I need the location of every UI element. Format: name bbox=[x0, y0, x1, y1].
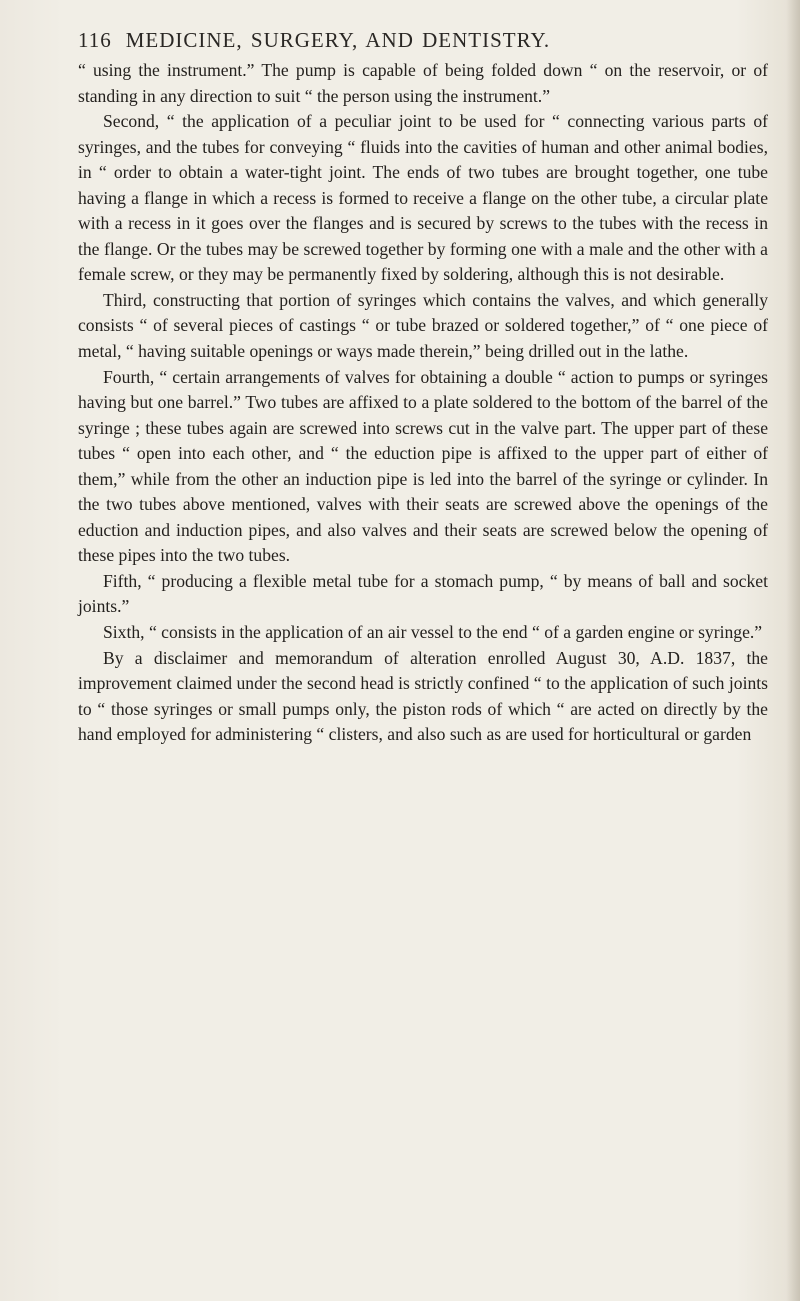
paragraph-3: Third, constructing that portion of syringes which contains the valves, and which generally consists “ of several pieces of castings “ or tube brazed or soldered together,” of “ one piece of metal, “ having suitable openings or ways made therein,” being drilled out in the lathe. bbox=[78, 289, 768, 362]
paragraph-6: Sixth, “ consists in the application of an air vessel to the end “ of a garden engine or syringe.” bbox=[103, 622, 763, 643]
page-edge-shadow bbox=[786, 0, 800, 1301]
paragraph-2: Second, “ the application of a peculiar joint to be used for “ connecting various parts of syringes, and the tubes for conveying “ fluids into the cavities of human and other animal bodies, in “ order to obtain a water-tight joint. The ends of two tubes are brought together, one tube having a flange in which a recess is formed to receive a flange on the other tube, a circular plate with a recess in it goes over the flanges and is secured by screws to the tubes with the recess in the flange. Or the tubes may be screwed together by forming one with a male and the other with a female screw, or they may be permanently fixed by soldering, although this is not desirable. bbox=[78, 111, 768, 285]
paragraph-4: Fourth, “ certain arrangements of valves for obtaining a double “ action to pumps or syringes having but one barrel.” Two tubes are affixed to a plate soldered to the bottom of the barrel of the syringe ; these tubes again are screwed into screws cut in the valve part. The upper part of these tubes “ open into each other, and “ the eduction pipe is affixed to the upper part of either of them,” while from the other an induction pipe is led into the barrel of the syringe or cylinder. In the two tubes above mentioned, valves with their seats are screwed above the openings of the eduction and induction pipes, and also valves and their seats are screwed below the opening of these pipes into the two tubes. bbox=[78, 366, 768, 566]
page-number: 116 bbox=[78, 28, 112, 52]
paragraph-7: By a disclaimer and memorandum of alteration enrolled August 30, A.D. 1837, the improvement claimed under the second head is strictly confined “ to the application of such joints to “ those syringes or small pumps only, the piston rods of which “ are acted on directly by the hand employed for administering “ clisters, and also such as are used for horticultural or garden bbox=[78, 647, 768, 745]
paragraph-5: Fifth, “ producing a flexible metal tube for a stomach pump, “ by means of ball and socket joints.” bbox=[78, 570, 768, 617]
paragraph-1: “ using the instrument.” The pump is capable of being folded down “ on the reservoir, or of standing in any direction to suit “ the person using the instrument.” bbox=[78, 60, 768, 106]
body-text bbox=[78, 58, 768, 748]
running-header bbox=[78, 28, 698, 53]
running-title: MEDICINE, SURGERY, AND DENTISTRY. bbox=[125, 28, 551, 52]
